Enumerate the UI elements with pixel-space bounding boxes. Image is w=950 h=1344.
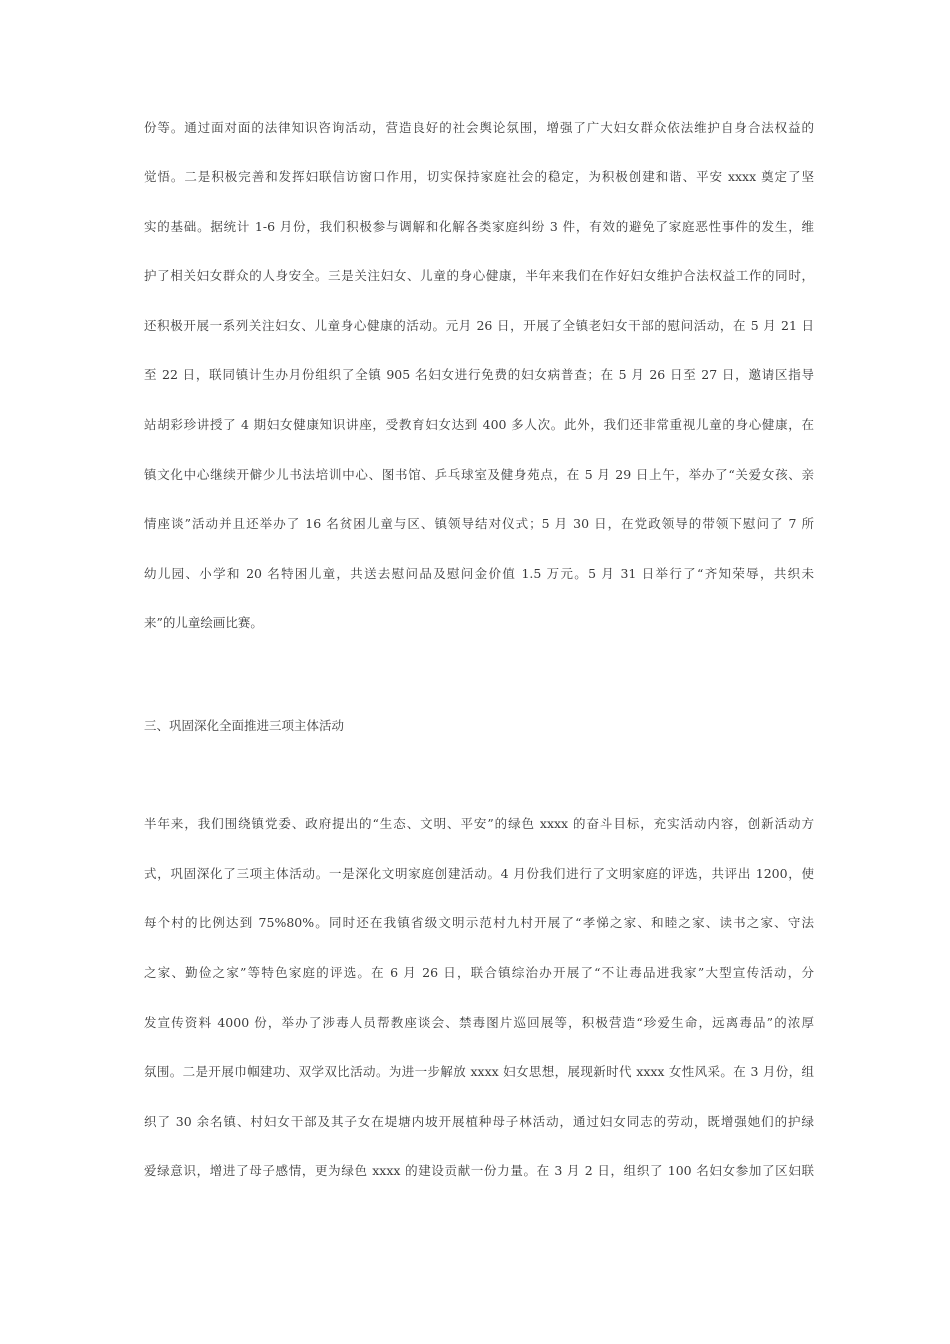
text-line: 镇文化中心继续开僻少儿书法培训中心、图书馆、乒乓球室及健身苑点，在 5 月 29 日上午，举办了“关爱女孩、亲 xyxy=(144,467,814,482)
text-line: 式，巩固深化了三项主体活动。一是深化文明家庭创建活动。4 月份我们进行了文明家庭的评选，共评出 1200，使 xyxy=(144,866,814,881)
text-line: 发宣传资料 4000 份，举办了涉毒人员帮教座谈会、禁毒图片巡回展等，积极营造“珍爱生命，远离毒品”的浓厚 xyxy=(144,1015,814,1030)
text-line: 来”的儿童绘画比赛。 xyxy=(144,615,263,630)
text-line: 半年来，我们围绕镇党委、政府提出的“生态、文明、平安”的绿色 xxxx 的奋斗目标，充实活动内容，创新活动方 xyxy=(144,816,814,831)
text-line: 至 22 日，联同镇计生办月份组织了全镇 905 名妇女进行免费的妇女病普查；在 5 月 26 日至 27 日，邀请区指导 xyxy=(144,367,814,382)
text-line: 护了相关妇女群众的人身安全。三是关注妇女、儿童的身心健康，半年来我们在作好妇女维护合法权益工作的同时， xyxy=(144,268,814,283)
text-line: 情座谈”活动并且还举办了 16 名贫困儿童与区、镇领导结对仪式；5 月 30 日，在党政领导的带领下慰问了 7 所 xyxy=(144,516,814,531)
text-line: 每个村的比例达到 75%80%。同时还在我镇省级文明示范村九村开展了“孝悌之家、和睦之家、读书之家、守法 xyxy=(144,915,814,930)
text-line: 之家、勤俭之家”等特色家庭的评选。在 6 月 26 日，联合镇综治办开展了“不让毒品进我家”大型宣传活动，分 xyxy=(144,965,814,980)
text-line: 氛围。二是开展巾帼建功、双学双比活动。为进一步解放 xxxx 妇女思想，展现新时代 xxxx 女性风采。在 3 月份，组 xyxy=(144,1064,814,1079)
text-line: 份等。通过面对面的法律知识咨询活动，营造良好的社会舆论氛围，增强了广大妇女群众依法维护自身合法权益的 xyxy=(144,120,814,135)
text-line: 站胡彩珍讲授了 4 期妇女健康知识讲座，受教育妇女达到 400 多人次。此外，我们还非常重视儿童的身心健康，在 xyxy=(144,417,814,432)
text-line: 爱绿意识，增进了母子感情，更为绿色 xxxx 的建设贡献一份力量。在 3 月 2 日，组织了 100 名妇女参加了区妇联 xyxy=(144,1163,814,1178)
text-line: 幼儿园、小学和 20 名特困儿童，共送去慰问品及慰问金价值 1.5 万元。5 月 31 日举行了“齐知荣辱，共织未 xyxy=(144,566,814,581)
text-line: 织了 30 余名镇、村妇女干部及其子女在堤塘内坡开展植种母子林活动，通过妇女同志的劳动，既增强她们的护绿 xyxy=(144,1114,814,1129)
text-line: 还积极开展一系列关注妇女、儿童身心健康的活动。元月 26 日，开展了全镇老妇女干部的慰问活动，在 5 月 21 日 xyxy=(144,318,814,333)
text-line: 觉悟。二是积极完善和发挥妇联信访窗口作用，切实保持家庭社会的稳定，为积极创建和谐、平安 xxxx 奠定了坚 xyxy=(144,169,814,184)
section-heading: 三、巩固深化全面推进三项主体活动 xyxy=(144,718,345,733)
text-line: 实的基础。据统计 1-6 月份，我们积极参与调解和化解各类家庭纠纷 3 件，有效的避免了家庭恶性事件的发生，维 xyxy=(144,219,814,234)
